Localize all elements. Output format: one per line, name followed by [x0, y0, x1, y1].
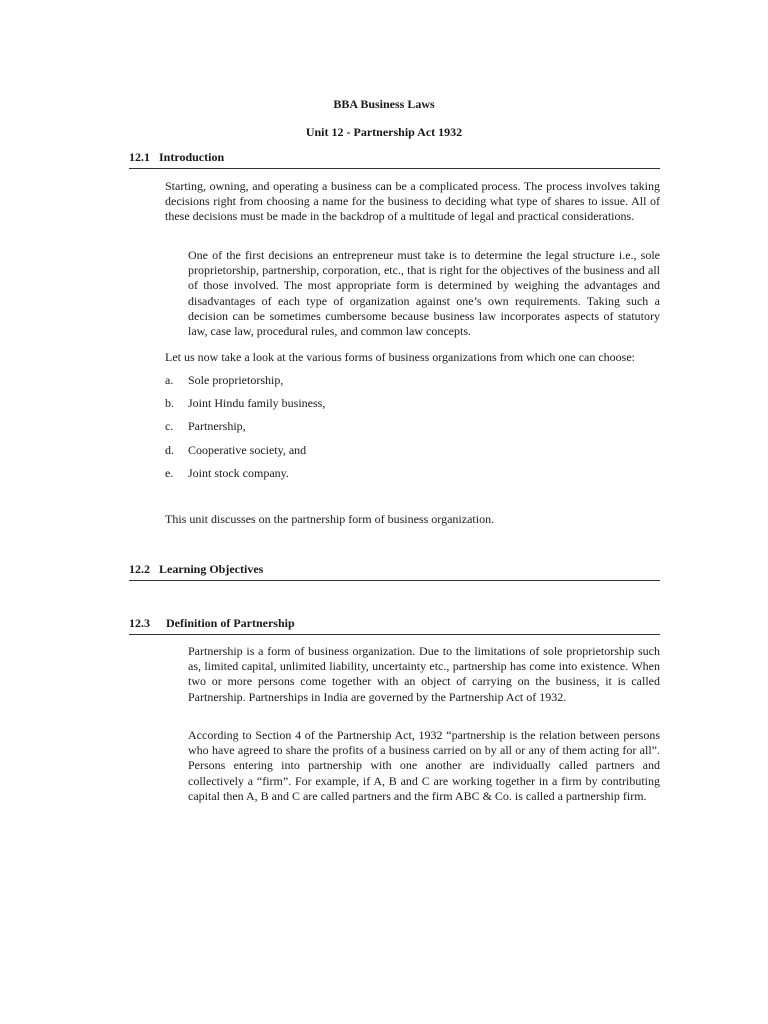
intro-paragraph-3: Let us now take a look at the various forms of business organizations from which one can choose: [165, 350, 635, 364]
list-item [165, 419, 246, 434]
list-item [165, 373, 283, 388]
list-marker: e. [165, 466, 174, 480]
list-text: Partnership, [188, 419, 246, 433]
course-title: BBA Business Laws [333, 97, 435, 111]
intro-paragraph-1: Starting, owning, and operating a business can be a complicated process. The process involves taking decisions right from choosing a name for the business to deciding what type of shares to issue. All of these decisions must be made in the backdrop of a multitude of legal and practical considerations. [165, 179, 660, 224]
section-title: Introduction [159, 150, 225, 164]
list-text: Cooperative society, and [188, 443, 307, 457]
unit-title: Unit 12 - Partnership Act 1932 [305, 125, 463, 139]
section-heading-learning-objectives [129, 562, 660, 581]
list-marker: a. [165, 373, 174, 387]
definition-paragraph-2: According to Section 4 of the Partnership Act, 1932 “partnership is the relation between persons who have agreed to share the profits of a business carried on by all or any of them acting for all”. Persons entering into partnership with one another are individually called partners and collectively a “firm”. For example, if A, B and C are working together in a firm by contributing capital then A, B and C are called partners and the firm ABC & Co. is called a partnership firm. [188, 728, 660, 803]
section-title: Learning Objectives [159, 562, 264, 576]
section-number: 12.1 [129, 150, 150, 164]
list-marker: d. [165, 443, 174, 457]
list-item [165, 396, 325, 411]
section-number: 12.2 [129, 562, 150, 576]
list-item [165, 443, 306, 458]
list-text: Sole proprietorship, [188, 373, 284, 387]
section-number: 12.3 [129, 616, 150, 630]
section-title: Definition of Partnership [166, 616, 295, 630]
list-marker: c. [165, 419, 174, 433]
list-text: Joint stock company. [188, 466, 289, 480]
definition-paragraph-1: Partnership is a form of business organization. Due to the limitations of sole proprietorship such as, limited capital, unlimited liability, uncertainty etc., partnership has come into existence. When two or more persons come together with an object of carrying on the business, it is called Partnership. Partnerships in India are governed by the Partnership Act of 1932. [188, 644, 660, 704]
list-text: Joint Hindu family business, [188, 396, 326, 410]
list-marker: b. [165, 396, 174, 410]
list-item [165, 466, 289, 481]
intro-paragraph-2: One of the first decisions an entrepreneur must take is to determine the legal structure i.e., sole proprietorship, partnership, corporation, etc., that is right for the objectives of the business and all of those involved. The most appropriate form is determined by weighing the advantages and disadvantages of each type of organization against one’s own requirements. Taking such a decision can be sometimes cumbersome because business law incorporates aspects of statutory law, case law, procedural rules, and common law concepts. [188, 248, 660, 339]
intro-paragraph-4: This unit discusses on the partnership form of business organization. [165, 512, 495, 526]
section-heading-definition [129, 616, 660, 635]
section-heading-introduction [129, 150, 660, 169]
